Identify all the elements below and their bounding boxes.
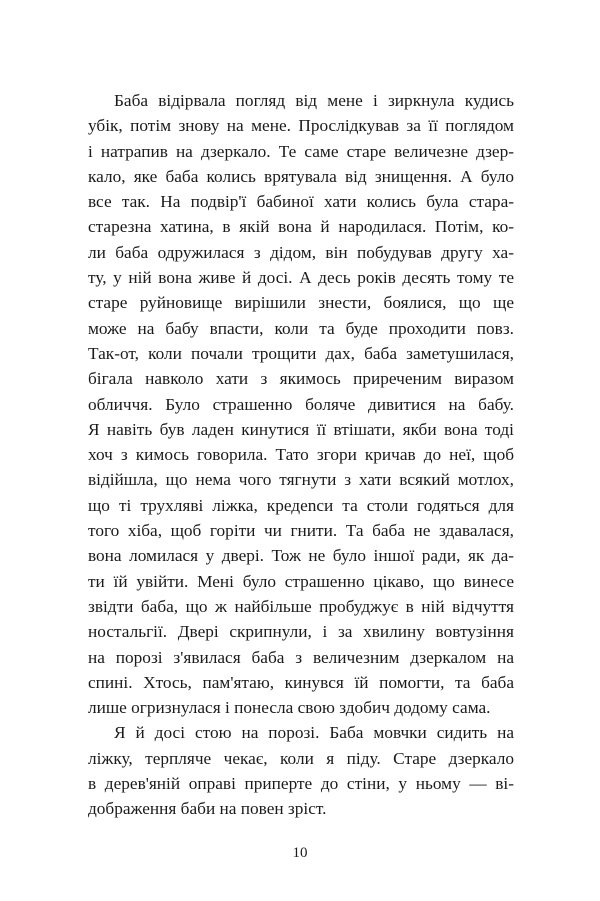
text-line: ти їй увійти. Мені було страшенно цікаво, що винесе — [88, 571, 514, 591]
text-line: ностальгії. Двері скрипнули, і за хвилину вовтузіння — [88, 622, 514, 642]
text-line: лише огризнулася і понесла свою здобич додому сама. — [88, 698, 491, 718]
text-line: і натрапив на дзеркало. Те саме старе величезне дзер- — [88, 141, 514, 161]
text-line: звідти баба, що ж найбільше пробуджує в ній відчуття — [88, 596, 514, 616]
text-line: обличчя. Було страшенно боляче дивитися на бабу. — [88, 394, 514, 414]
text-line: старе руйновище вирішили знести, боялися, що ще — [88, 293, 514, 313]
text-line: Я й досі стою на порозі. Баба мовчки сидить на — [114, 723, 514, 743]
text-line: вона ломилася у двері. Тож не було іншої ради, як да- — [88, 546, 514, 566]
text-line: убік, потім знову на мене. Прослідкував за її поглядом — [88, 116, 514, 136]
paragraph-1 — [88, 88, 514, 720]
text-line: що ті трухляві ліжка, кредenси та столи годяться для — [88, 495, 514, 515]
text-line: в дерев'яній оправі приперте до стіни, у ньому — ві- — [88, 774, 514, 794]
text-line: все так. На подвір'ї бабиної хати колись була стара- — [88, 192, 514, 212]
text-line: спині. Хтось, пам'ятаю, кинувся їй помогти, та баба — [88, 672, 514, 692]
text-line: може на бабу впасти, коли та буде проходити повз. — [88, 318, 514, 338]
text-line: дображення баби на повен зріст. — [88, 799, 327, 819]
text-line: Я навіть був ладен кинутися її втішати, якби вона тоді — [88, 419, 514, 439]
text-line: на порозі з'явилася баба з величезним дзеркалом на — [88, 647, 514, 667]
text-line: відійшла, що нема чого тягнути з хати всякий мотлох, — [88, 470, 514, 490]
text-line: ліжку, терпляче чекає, коли я піду. Старе дзеркало — [88, 748, 514, 768]
text-line: ли баба одружилася з дідом, він побудував другу ха- — [88, 242, 514, 262]
text-line: кало, яке баба колись врятувала від знищення. А було — [88, 166, 514, 186]
text-line: Баба відірвала погляд від мене і зиркнула кудись — [114, 91, 514, 110]
text-line: того хіба, щоб горіти чи гнити. Та баба не здавалася, — [88, 521, 514, 541]
paragraph-2 — [88, 720, 514, 821]
body-text — [88, 88, 514, 822]
text-line: ту, у ній вона живе й досі. А десь років десять тому те — [88, 268, 514, 288]
text-line: бігала навколо хати з якимось приреченим виразом — [88, 369, 514, 389]
text-line: хоч з кимось говорила. Тато згори кричав до неї, щоб — [88, 445, 514, 465]
text-line: Так-от, коли почали трощити дах, баба заметушилася, — [88, 343, 514, 363]
text-line: старезна хатина, в якій вона й народилася. Потім, ко- — [88, 217, 514, 237]
page-number: 10 — [292, 845, 308, 861]
